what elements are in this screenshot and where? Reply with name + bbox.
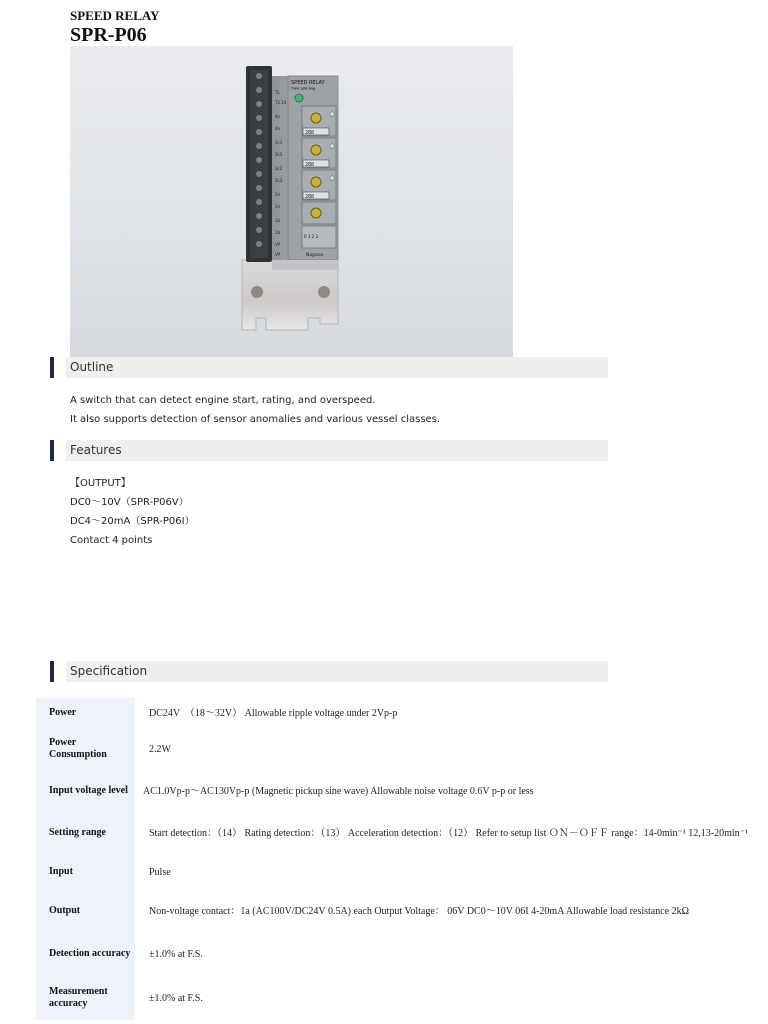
device-label-text: SPEED RELAY — [291, 80, 325, 86]
spec-value: AC1.0Vp-p～AC130Vp-p (Magnetic pickup sine wave) Allowable noise voltage 0.6V p-p or less — [143, 785, 534, 797]
outline-heading-label: Outline — [70, 360, 114, 374]
svg-text:4n: 4n — [275, 126, 281, 131]
spec-value: ±1.0% at F.S. — [149, 992, 203, 1004]
spec-label: Input — [36, 854, 135, 890]
spec-value: Pulse — [149, 866, 171, 878]
features-heading — [50, 440, 608, 461]
svg-text:T2 24: T2 24 — [275, 100, 287, 105]
outline-heading — [50, 357, 608, 378]
specification-table — [36, 698, 768, 1020]
adjust-knob-icon — [311, 177, 321, 187]
spec-label: Output — [36, 890, 135, 932]
svg-text:VP: VP — [275, 242, 281, 247]
svg-text:1b: 1b — [275, 218, 281, 223]
svg-text:288: 288 — [305, 130, 315, 136]
svg-text:2n: 2n — [275, 192, 281, 197]
table-row — [36, 890, 768, 932]
spec-label: Measurement accuracy — [36, 976, 135, 1020]
spec-label: Setting range — [36, 812, 135, 854]
spec-value: ±1.0% at F.S. — [149, 948, 203, 960]
table-row — [36, 770, 768, 812]
heading-accent-bar — [50, 440, 54, 461]
adjust-knob-icon — [311, 208, 321, 218]
svg-text:3c1: 3c1 — [275, 152, 283, 157]
spec-label: Input voltage level — [36, 770, 135, 812]
table-row — [36, 976, 768, 1020]
svg-text:4n: 4n — [275, 114, 281, 119]
heading-accent-bar — [50, 357, 54, 378]
svg-text:VP: VP — [275, 252, 281, 257]
spec-value: 2.2W — [149, 743, 171, 755]
table-row — [36, 728, 768, 770]
brand-text: Nagano — [306, 253, 324, 258]
adjust-knob-icon — [311, 113, 321, 123]
features-text: 【OUTPUT】 DC0～10V（SPR-P06V） DC4～20mA（SPR-P06I） Contact 4 points — [70, 478, 195, 546]
category-title: SPEED RELAY — [70, 8, 160, 23]
spec-value: Start detection：（14） Rating detection：（13） Acceleration detection：（12） Refer to setup list ＯＮ－ＯＦＦ range：14-0min⁻¹ 12,13-20min⁻¹ — [149, 827, 748, 839]
svg-text:2n: 2n — [275, 204, 281, 209]
spec-label: Power Consumption — [36, 728, 135, 770]
specification-heading-label: Specification — [70, 664, 148, 678]
svg-text:288: 288 — [305, 194, 315, 200]
svg-text:1b: 1b — [275, 230, 281, 235]
device-type-text: TYPE SPR-P06 — [291, 87, 316, 91]
product-photo — [70, 46, 513, 357]
adjust-knob-icon — [311, 145, 321, 155]
features-heading-label: Features — [70, 443, 122, 457]
heading-accent-bar — [50, 661, 54, 682]
table-row — [36, 932, 768, 976]
specification-heading — [50, 661, 608, 682]
power-led-icon — [295, 94, 303, 102]
svg-text:3c1: 3c1 — [275, 140, 283, 145]
table-row — [36, 812, 768, 854]
svg-text:0 1 2 3: 0 1 2 3 — [304, 234, 318, 239]
table-row — [36, 854, 768, 890]
svg-text:TL: TL — [275, 90, 280, 95]
product-title: SPR-P06 — [70, 24, 147, 46]
spec-label: Power — [36, 698, 135, 728]
svg-text:288: 288 — [305, 162, 315, 168]
svg-text:2c2: 2c2 — [275, 178, 283, 183]
spec-value: DC24V （18～32V） Allowable ripple voltage under 2Vp-p — [149, 707, 398, 719]
outline-text: A switch that can detect engine start, rating, and overspeed. It also supports detection of sensor anomalies and various vessel classes. — [70, 395, 441, 425]
table-row — [36, 698, 768, 728]
spec-label: Detection accuracy — [36, 932, 135, 976]
svg-text:2c2: 2c2 — [275, 166, 283, 171]
spec-value: Non-voltage contact：1a (AC100V/DC24V 0.5A) each Output Voltage： 06V DC0～10V 06I 4-20mA Allowable load resistance 2kΩ — [149, 905, 690, 917]
